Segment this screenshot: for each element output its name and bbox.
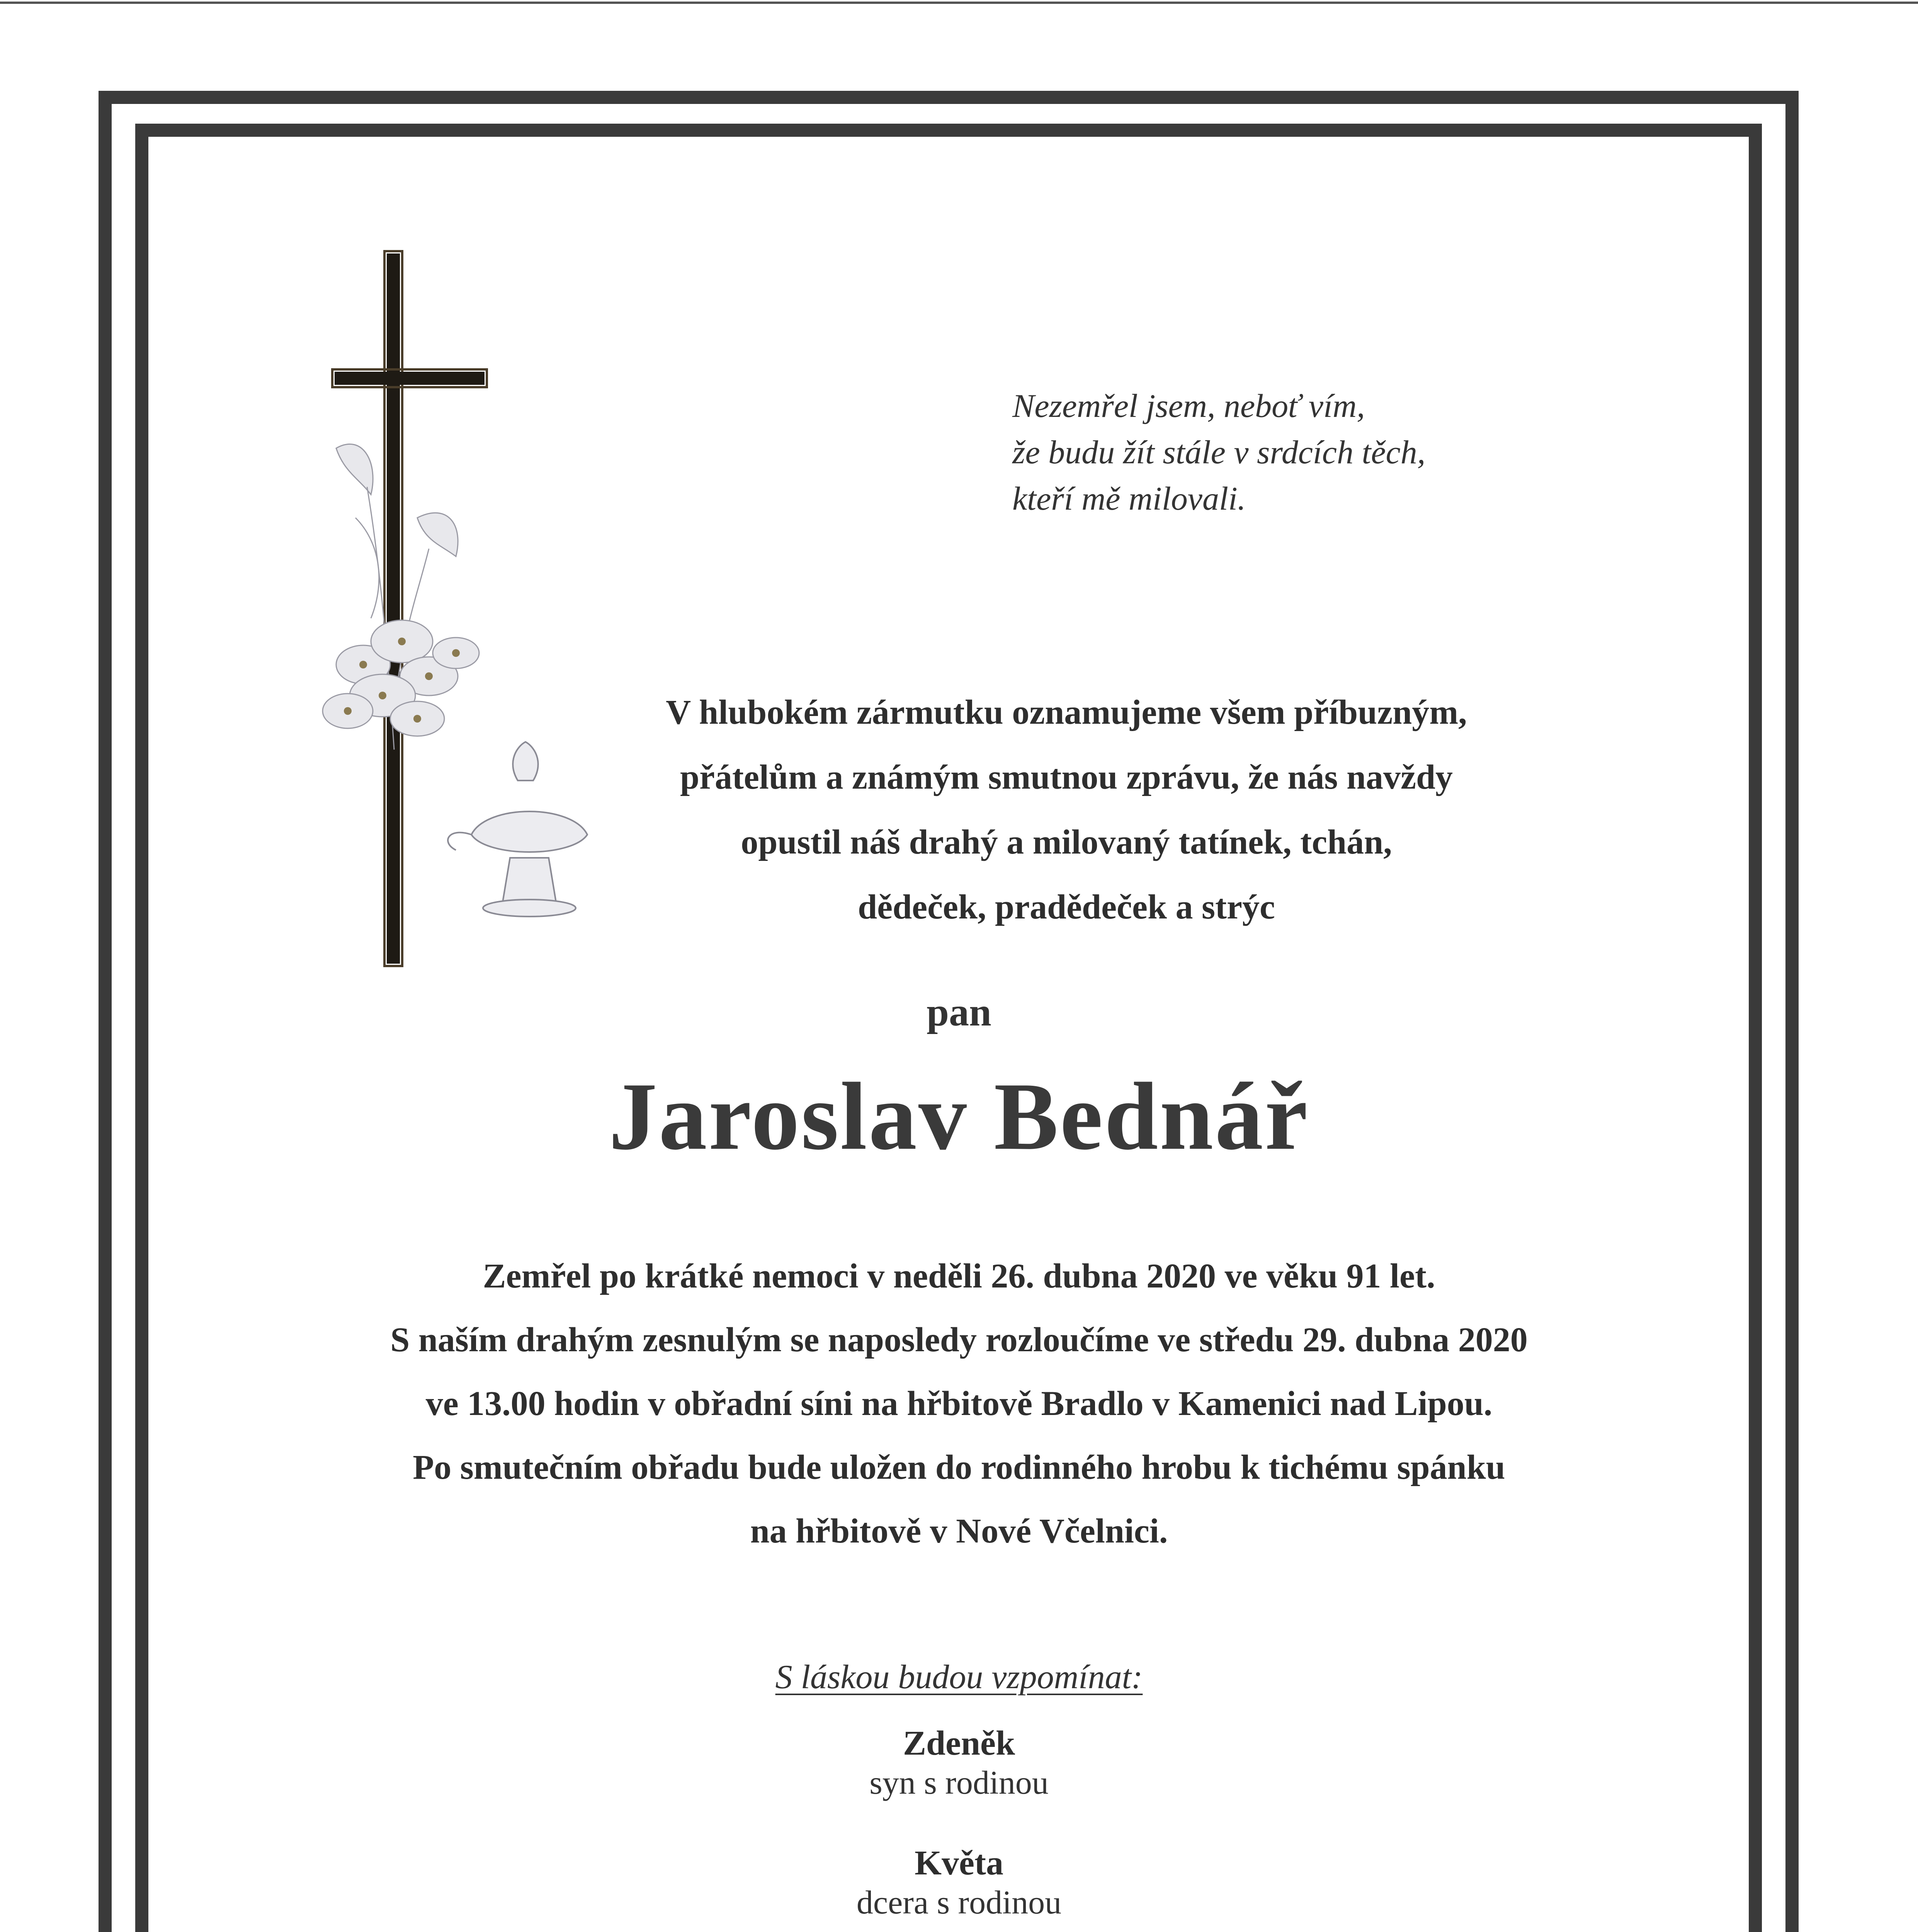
remembrance-heading: [0, 1658, 1918, 1697]
motto-quote: [1012, 383, 1592, 522]
intro-line: opustil náš drahý a milovaný tatínek, tchán,: [741, 823, 1392, 861]
details-line: na hřbitově v Nové Včelnici.: [750, 1512, 1168, 1550]
intro-line: dědeček, pradědeček a strýc: [858, 888, 1275, 926]
flower-bouquet-icon: [323, 444, 479, 750]
mourner-entry: [0, 1723, 1918, 1802]
details-line: Po smutečním obřadu bude uložen do rodinného hrobu k tichému spánku: [413, 1448, 1505, 1486]
funeral-details: [0, 1244, 1918, 1563]
motto-line: Nezemřel jsem, neboť vím,: [1012, 387, 1365, 424]
intro-line: V hlubokém zármutku oznamujeme všem příbuzným,: [666, 693, 1467, 731]
mourner-name: Zdeněk: [903, 1724, 1015, 1762]
details-line: Zemřel po krátké nemoci v neděli 26. dubna 2020 ve věku 91 let.: [483, 1257, 1435, 1295]
announcement-intro: [502, 680, 1631, 940]
intro-line: přátelům a známým smutnou zprávu, že nás navždy: [680, 758, 1453, 796]
cross-icon: [332, 251, 487, 966]
details-line: S naším drahým zesnulým se naposledy rozloučíme ve středu 29. dubna 2020: [390, 1321, 1528, 1359]
salutation: pan: [927, 990, 991, 1034]
top-edge-line: [0, 2, 1918, 4]
details-line: ve 13.00 hodin v obřadní síni na hřbitově Bradlo v Kamenici nad Lipou.: [425, 1384, 1493, 1423]
mourner-entry: [0, 1843, 1918, 1922]
motto-line: kteří mě milovali.: [1012, 480, 1246, 517]
remembrance-heading-text: S láskou budou vzpomínat:: [775, 1658, 1143, 1696]
mourner-name: Květa: [915, 1844, 1003, 1882]
mourner-relation: dcera s rodinou: [856, 1884, 1062, 1921]
deceased-name: Jaroslav Bednář: [609, 1063, 1309, 1170]
motto-line: že budu žít stále v srdcích těch,: [1012, 434, 1426, 471]
mourner-relation: syn s rodinou: [869, 1764, 1049, 1801]
